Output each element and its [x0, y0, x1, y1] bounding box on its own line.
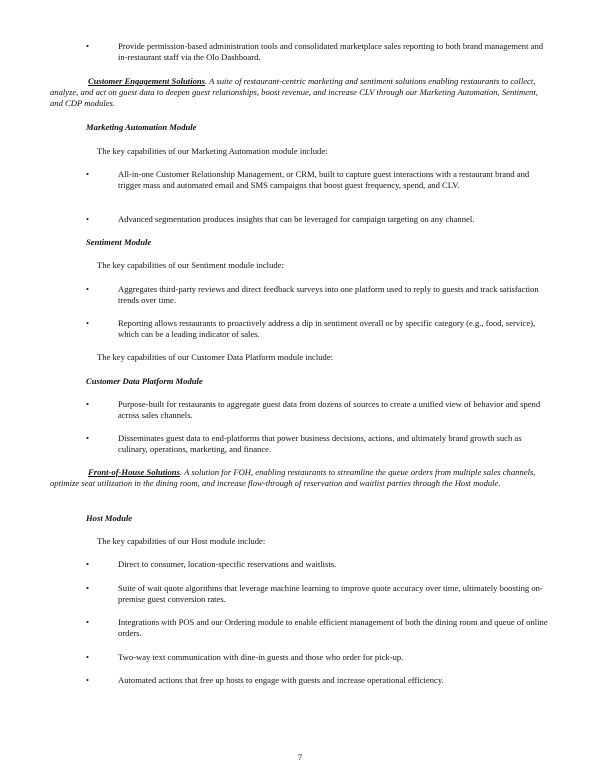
- section-lead: Front-of-House Solutions: [88, 467, 180, 477]
- list-item-text: Two-way text communication with dine-in guests and those who order for pick-up.: [118, 652, 404, 662]
- bullet-icon: •: [86, 559, 90, 569]
- section-lead: Customer Engagement Solutions: [88, 76, 206, 86]
- list-item-text: Automated actions that free up hosts to engage with guests and increase operational efficiency.: [118, 675, 444, 685]
- bullet-icon: •: [86, 433, 90, 443]
- intro-text: The key capabilities of our Sentiment module include:: [97, 260, 284, 270]
- customer-engagement-paragraph: [50, 76, 550, 109]
- intro-text: The key capabilities of our Customer Data Platform module include:: [97, 352, 334, 362]
- list-item-text: Integrations with POS and our Ordering module to enable efficient management of both the dining room and queue of online orders.: [118, 617, 548, 638]
- paragraph-text: . A solution for FOH, enabling restaurants to streamline the queue orders from multiple sales channels, optimize seat utilization in the dining room, and increase flow-through of reservation and waitlist parties through the Host module.: [50, 467, 536, 488]
- bullet-icon: •: [86, 675, 90, 685]
- bullet-icon: •: [86, 214, 90, 224]
- section-heading: Marketing Automation Module: [86, 122, 197, 132]
- bullet-icon: •: [86, 652, 90, 662]
- list-item-text: Aggregates third-party reviews and direct feedback surveys into one platform used to reply to guests and track satisfaction trends over time.: [118, 284, 539, 305]
- section-heading: Host Module: [86, 513, 133, 523]
- bullet-icon: •: [86, 583, 90, 593]
- list-item-text: Reporting allows restaurants to proactively address a dip in sentiment overall or by specific category (e.g., food, service), which can be a leading indicator of sales.: [118, 318, 536, 339]
- list-item-text: Purpose-built for restaurants to aggregate guest data from dozens of sources to create a unified view of behavior and spend across sales channels.: [118, 399, 541, 420]
- front-of-house-paragraph: [50, 467, 550, 489]
- bullet-icon: •: [86, 41, 90, 51]
- bullet-icon: •: [86, 399, 90, 409]
- section-heading: Sentiment Module: [86, 237, 152, 247]
- list-item-text: Disseminates guest data to end-platforms that power business decisions, actions, and ultimately brand growth such as culinary, operations, marketing, and finance.: [118, 433, 522, 454]
- list-item-text: Suite of wait quote algorithms that leverage machine learning to improve quote accuracy over time, ultimately boosting on-premise guest conversion rates.: [118, 583, 543, 604]
- bullet-icon: •: [86, 318, 90, 328]
- bullet-icon: •: [86, 284, 90, 294]
- intro-text: The key capabilities of our Marketing Automation module include:: [97, 146, 328, 156]
- list-item-text: Advanced segmentation produces insights that can be leveraged for campaign targeting on any channel.: [118, 214, 475, 224]
- bullet-icon: •: [86, 169, 90, 179]
- paragraph-text: . A suite of restaurant-centric marketing and sentiment solutions enabling restaurants to collect, analyze, and act on guest data to deepen guest relationships, boost revenue, and increase CLV through our Marketing Automation, Sentiment, and CDP modules.: [50, 76, 538, 108]
- section-heading: Customer Data Platform Module: [86, 376, 203, 386]
- intro-text: The key capabilities of our Host module include:: [97, 536, 266, 546]
- list-item-text: Provide permission-based administration tools and consolidated marketplace sales reporting to both brand management and in-restaurant staff via the Olo Dashboard.: [118, 41, 544, 62]
- page-number: 7: [297, 752, 303, 762]
- bullet-icon: •: [86, 617, 90, 627]
- list-item-text: All-in-one Customer Relationship Management, or CRM, built to capture guest interactions with a restaurant brand and trigger mass and automated email and SMS campaigns that boost guest frequency, spend, and CLV.: [118, 169, 530, 190]
- list-item-text: Direct to consumer, location-specific reservations and waitlists.: [118, 559, 337, 569]
